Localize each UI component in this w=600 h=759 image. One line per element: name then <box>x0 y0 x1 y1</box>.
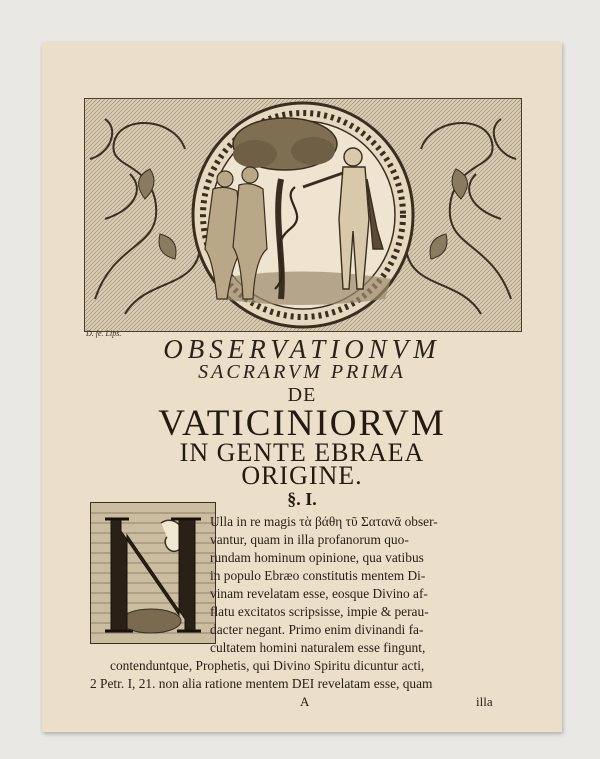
title-line-vaticiniorum: VATICINIORVM <box>158 403 446 444</box>
body-line: cultatem homini naturalem esse fingunt, <box>210 640 426 655</box>
engraver-credit: D. fe. Lips. <box>86 329 122 338</box>
body-line: flatu excitatos scripsisse, impie & perau- <box>210 604 429 619</box>
title-line-origine: ORIGINE. <box>241 461 363 490</box>
catchword: illa <box>476 694 493 709</box>
body-line: vinam revelatam esse, eosque Divino af- <box>210 586 428 601</box>
body-line: 2 Petr. I, 21. non alia ratione mentem DEI revelatam esse, quam <box>90 676 433 691</box>
body-line: rundam hominum opinione, qua vatibus <box>210 550 424 565</box>
body-line: dacter negant. Primo enim divinandi fa- <box>210 622 424 637</box>
body-text <box>42 42 562 732</box>
title-line-observationum: OBSERVATIONVM <box>163 334 441 364</box>
signature-mark: A <box>300 694 310 709</box>
book-page <box>42 42 562 732</box>
title-line-sacrarum-prima: SACRARVM PRIMA <box>198 361 406 383</box>
title-line-de: DE <box>287 384 317 406</box>
body-line: vantur, quam in illa profanorum quo- <box>210 532 409 547</box>
section-mark: §. I. <box>287 489 317 509</box>
body-line: Ulla in re magis τὰ βάθη τῦ Σατανᾶ obser- <box>210 514 438 529</box>
body-line: in populo Ebræo constitutis mentem Di- <box>210 568 426 583</box>
body-line: contenduntque, Prophetis, qui Divino Spiritu dicuntur acti, <box>110 658 425 673</box>
title-line-in-gente-ebraea: IN GENTE EBRAEA <box>179 438 425 467</box>
